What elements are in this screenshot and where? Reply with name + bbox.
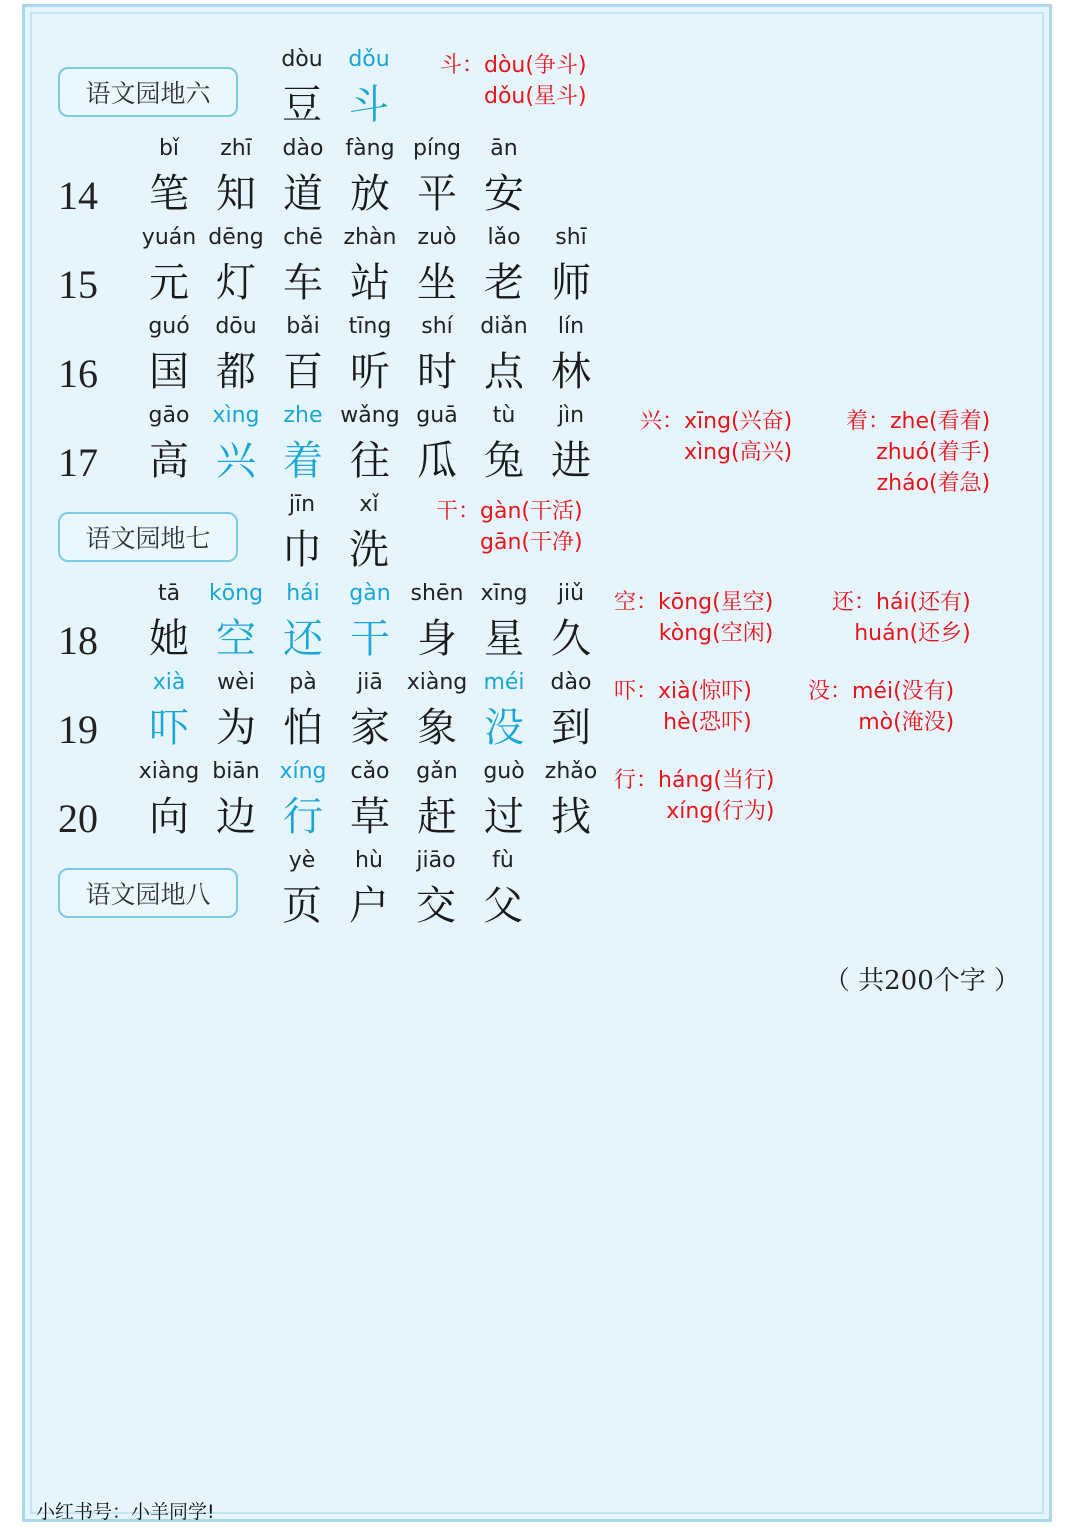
lesson-number: 18	[58, 618, 98, 663]
character-cell	[401, 223, 473, 311]
lesson-number: 14	[58, 173, 98, 218]
pinyin: biān	[212, 759, 260, 784]
pinyin: jìn	[557, 403, 585, 428]
pinyin: yuán	[141, 225, 197, 250]
pinyin: xǐ	[359, 492, 379, 517]
lesson-number: 20	[58, 796, 98, 841]
pinyin: xīng	[480, 581, 528, 606]
pinyin: dào	[282, 136, 324, 161]
pinyin: gàn	[349, 581, 391, 606]
character-cell	[535, 579, 607, 667]
hanzi: 瓜	[417, 438, 457, 484]
hanzi: 象	[417, 705, 457, 751]
note-line: 干：gàn(干活)	[436, 499, 583, 524]
note-line: zhuó(着手)	[876, 440, 991, 465]
character-cell	[333, 490, 405, 578]
note-line: 兴：xīng(兴奋)	[640, 409, 793, 434]
hanzi: 找	[551, 794, 591, 840]
character-cell	[334, 223, 406, 311]
hanzi: 赶	[417, 794, 457, 840]
hanzi: 时	[417, 349, 457, 395]
pinyin: wèi	[217, 670, 255, 695]
hanzi: 都	[216, 349, 256, 395]
character-cell	[266, 846, 338, 934]
character-cell	[468, 312, 540, 400]
lesson-row	[0, 312, 1080, 402]
hanzi: 到	[551, 705, 591, 751]
hanzi: 兔	[484, 438, 524, 484]
pinyin: dǒu	[348, 47, 390, 72]
pinyin: diǎn	[480, 314, 528, 339]
pinyin: guò	[483, 759, 525, 784]
hanzi: 洗	[349, 527, 389, 573]
hanzi: 干	[350, 616, 390, 662]
pinyin: shēn	[410, 581, 464, 606]
pinyin: fàng	[345, 136, 395, 161]
note-line: 没：méi(没有)	[808, 679, 955, 704]
note-line: 着：zhe(看着)	[846, 409, 991, 434]
hanzi: 父	[483, 883, 523, 929]
polyphone-note	[440, 50, 587, 112]
hanzi: 久	[551, 616, 591, 662]
pinyin: xià	[152, 670, 186, 695]
note-line: mò(淹没)	[858, 710, 955, 735]
pinyin: hù	[355, 848, 383, 873]
character-cell	[133, 757, 205, 845]
hanzi: 行	[283, 794, 323, 840]
hanzi: 放	[350, 171, 390, 217]
note-line: 还：hái(还有)	[832, 590, 971, 615]
hanzi: 笔	[149, 171, 189, 217]
hanzi: 豆	[282, 82, 322, 128]
pinyin: bǐ	[158, 136, 180, 161]
polyphone-note	[832, 587, 971, 649]
pinyin: zuò	[417, 225, 457, 250]
character-cell	[401, 134, 473, 222]
section-badge: 语文园地八	[58, 868, 238, 918]
character-cell	[200, 223, 272, 311]
character-cell	[468, 134, 540, 222]
hanzi: 高	[149, 438, 189, 484]
total-count: （ 共200个字 ）	[823, 966, 1020, 996]
character-cell	[401, 579, 473, 667]
pinyin: zhe	[283, 403, 323, 428]
pinyin: píng	[413, 136, 461, 161]
hanzi: 她	[149, 616, 189, 662]
pinyin: cǎo	[350, 759, 390, 784]
character-cell	[535, 757, 607, 845]
note-line: gān(干净)	[480, 530, 583, 555]
hanzi: 过	[484, 794, 524, 840]
pinyin: xìng	[212, 403, 260, 428]
character-cell	[468, 668, 540, 756]
hanzi: 向	[149, 794, 189, 840]
hanzi: 点	[484, 349, 524, 395]
pinyin: tù	[492, 403, 516, 428]
pinyin: lǎo	[487, 225, 521, 250]
lesson-number: 15	[58, 262, 98, 307]
lesson-row	[0, 757, 1080, 847]
hanzi: 国	[149, 349, 189, 395]
pinyin: jiā	[357, 670, 383, 695]
pinyin: ān	[490, 136, 518, 161]
hanzi: 着	[283, 438, 323, 484]
character-cell	[468, 223, 540, 311]
pinyin: pà	[289, 670, 317, 695]
note-line: hè(恐吓)	[663, 710, 752, 735]
character-cell	[334, 134, 406, 222]
pinyin: guó	[148, 314, 190, 339]
pinyin: jiāo	[416, 848, 456, 873]
hanzi: 老	[484, 260, 524, 306]
hanzi: 页	[282, 883, 322, 929]
hanzi: 道	[283, 171, 323, 217]
character-cell	[133, 579, 205, 667]
character-cell	[334, 579, 406, 667]
hanzi: 灯	[216, 260, 256, 306]
note-line: xíng(行为)	[666, 799, 775, 824]
hanzi: 户	[349, 883, 389, 929]
pinyin: guā	[416, 403, 458, 428]
pinyin: dòu	[281, 47, 323, 72]
character-cell	[334, 757, 406, 845]
character-cell	[267, 579, 339, 667]
pinyin: xiàng	[138, 759, 200, 784]
lesson-number: 17	[58, 440, 98, 485]
hanzi: 草	[350, 794, 390, 840]
pinyin: xiàng	[406, 670, 468, 695]
character-cell	[266, 45, 338, 133]
character-cell	[200, 134, 272, 222]
pinyin: wǎng	[340, 403, 400, 428]
pinyin: shī	[555, 225, 587, 250]
hanzi: 没	[484, 705, 524, 751]
character-cell	[333, 846, 405, 934]
hanzi: 师	[551, 260, 591, 306]
hanzi: 往	[350, 438, 390, 484]
character-cell	[267, 134, 339, 222]
pinyin: dào	[550, 670, 592, 695]
character-cell	[468, 579, 540, 667]
pinyin: xíng	[279, 759, 327, 784]
section-badge: 语文园地七	[58, 512, 238, 562]
note-line: dǒu(星斗)	[484, 84, 587, 109]
footer-watermark: 小红书号：小羊同学!	[36, 1501, 215, 1523]
hanzi: 平	[417, 171, 457, 217]
pinyin: tīng	[348, 314, 392, 339]
polyphone-note	[808, 676, 954, 738]
hanzi: 坐	[417, 260, 457, 306]
pinyin: bǎi	[286, 314, 320, 339]
section-badge: 语文园地六	[58, 67, 238, 117]
lesson-row	[0, 134, 1080, 224]
pinyin: yè	[288, 848, 316, 873]
character-cell	[267, 668, 339, 756]
character-cell	[401, 312, 473, 400]
pinyin: shí	[421, 314, 453, 339]
hanzi: 巾	[282, 527, 322, 573]
polyphone-note	[614, 765, 775, 827]
pinyin: tā	[157, 581, 181, 606]
lesson-row	[0, 846, 1080, 936]
polyphone-note	[436, 496, 583, 558]
character-cell	[133, 668, 205, 756]
lesson-row	[0, 223, 1080, 313]
character-cell	[200, 312, 272, 400]
character-cell	[200, 668, 272, 756]
character-cell	[200, 757, 272, 845]
pinyin: chē	[283, 225, 323, 250]
character-cell	[133, 401, 205, 489]
character-cell	[267, 223, 339, 311]
character-cell	[401, 401, 473, 489]
note-line: xìng(高兴)	[684, 440, 793, 465]
lesson-number: 16	[58, 351, 98, 396]
character-cell	[133, 312, 205, 400]
character-cell	[267, 401, 339, 489]
note-line: 吓：xià(惊吓)	[614, 679, 752, 704]
character-cell	[535, 312, 607, 400]
hanzi: 边	[216, 794, 256, 840]
hanzi: 交	[416, 883, 456, 929]
hanzi: 听	[350, 349, 390, 395]
character-cell	[334, 401, 406, 489]
note-line: zháo(着急)	[876, 471, 991, 496]
character-cell	[468, 401, 540, 489]
pinyin: gāo	[148, 403, 190, 428]
hanzi: 安	[484, 171, 524, 217]
polyphone-note	[614, 587, 773, 649]
character-cell	[267, 312, 339, 400]
character-cell	[133, 134, 205, 222]
character-cell	[334, 668, 406, 756]
hanzi: 进	[551, 438, 591, 484]
character-cell	[266, 490, 338, 578]
character-cell	[535, 401, 607, 489]
note-line: 行：háng(当行)	[614, 768, 775, 793]
character-cell	[334, 312, 406, 400]
pinyin: fù	[492, 848, 514, 873]
pinyin: kōng	[208, 581, 264, 606]
note-line: 斗：dòu(争斗)	[440, 53, 587, 78]
pinyin: dōu	[215, 314, 257, 339]
character-cell	[200, 579, 272, 667]
character-cell	[400, 846, 472, 934]
hanzi: 车	[283, 260, 323, 306]
pinyin: gǎn	[416, 759, 458, 784]
pinyin: hái	[286, 581, 320, 606]
pinyin: zhī	[220, 136, 252, 161]
hanzi: 空	[216, 616, 256, 662]
hanzi: 站	[350, 260, 390, 306]
character-cell	[333, 45, 405, 133]
pinyin: zhàn	[343, 225, 397, 250]
hanzi: 百	[283, 349, 323, 395]
hanzi: 元	[149, 260, 189, 306]
hanzi: 身	[417, 616, 457, 662]
hanzi: 知	[216, 171, 256, 217]
note-line: 空：kōng(星空)	[614, 590, 774, 615]
pinyin: méi	[483, 670, 525, 695]
pinyin: dēng	[208, 225, 264, 250]
hanzi: 家	[350, 705, 390, 751]
character-cell	[467, 846, 539, 934]
hanzi: 兴	[216, 438, 256, 484]
hanzi: 怕	[283, 705, 323, 751]
polyphone-note	[614, 676, 752, 738]
character-cell	[535, 668, 607, 756]
character-cell	[401, 757, 473, 845]
polyphone-note	[846, 406, 990, 499]
pinyin: lín	[557, 314, 585, 339]
hanzi: 星	[484, 616, 524, 662]
note-line: huán(还乡)	[854, 621, 971, 646]
hanzi: 吓	[149, 705, 189, 751]
character-cell	[267, 757, 339, 845]
lesson-number: 19	[58, 707, 98, 752]
pinyin: jīn	[288, 492, 316, 517]
character-cell	[468, 757, 540, 845]
pinyin: jiǔ	[557, 581, 585, 606]
hanzi: 斗	[349, 82, 389, 128]
hanzi: 为	[216, 705, 256, 751]
note-line: kòng(空闲)	[658, 621, 774, 646]
hanzi: 林	[551, 349, 591, 395]
character-cell	[401, 668, 473, 756]
character-cell	[535, 223, 607, 311]
pinyin: zhǎo	[544, 759, 598, 784]
character-cell	[200, 401, 272, 489]
hanzi: 还	[283, 616, 323, 662]
character-cell	[133, 223, 205, 311]
polyphone-note	[640, 406, 792, 468]
